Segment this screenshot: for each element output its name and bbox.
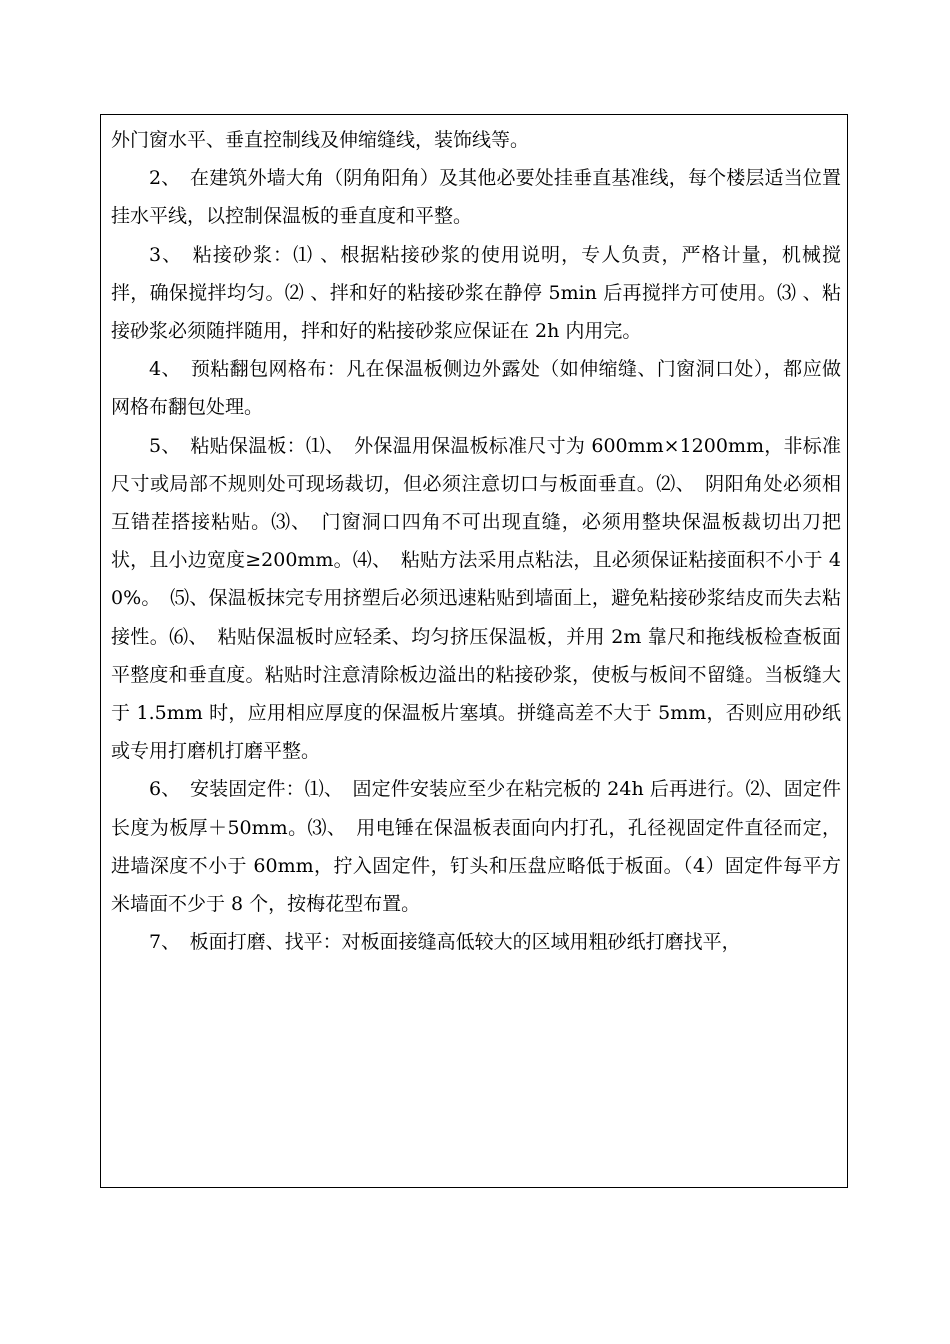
paragraph-item-7: 7、 板面打磨、找平：对板面接缝高低较大的区域用粗砂纸打磨找平， [149, 931, 741, 954]
paragraph-continuation: 外门窗水平、垂直控制线及伸缩缝线，装饰线等。 [111, 129, 530, 151]
paragraph-item-2: 2、 在建筑外墙大角（阴角阳角）及其他必要处挂垂直基准线，每个楼层适当位置挂水平线，以控制保温板的垂直度和平整。 [111, 167, 841, 228]
document-frame [100, 114, 848, 1188]
paragraph-item-5: 5、 粘贴保温板：⑴、 外保温用保温板标准尺寸为 600mm×1200mm，非标准尺寸或局部不规则处可现场裁切，但必须注意切口与板面垂直。⑵、 阴阳角处必须相互错茬搭接粘贴。⑶、 门窗洞口四角不可出现直缝，必须用整块保温板裁切出刀把状，且小边宽度≥200mm。⑷、 粘贴方法采用点粘法，且必须保证粘接面积不小于 40%。 ⑸、保温板抹完专用挤塑后必须迅速粘贴到墙面上，避免粘接砂浆结皮而失去粘接性。⑹、 粘贴保温板时应轻柔、均匀挤压保温板，并用 2m 靠尺和拖线板检查板面平整度和垂直度。粘贴时注意清除板边溢出的粘接砂浆，使板与板间不留缝。当板缝大于 1.5mm 时，应用相应厚度的保温板片塞填。拼缝高差不大于 5mm，否则应用砂纸或专用打磨机打磨平整。 [111, 434, 841, 763]
paragraph-item-3: 3、 粘接砂浆：⑴ 、根据粘接砂浆的使用说明，专人负责，严格计量，机械搅拌，确保搅拌均匀。⑵ 、拌和好的粘接砂浆在静停 5min 后再搅拌方可使用。⑶ 、粘接砂浆必须随拌随用，拌和好的粘接砂浆应保证在 2h 内用完。 [111, 243, 841, 343]
paragraph-item-4: 4、 预粘翻包网格布：凡在保温板侧边外露处（如伸缩缝、门窗洞口处），都应做网格布翻包处理。 [111, 358, 841, 419]
paragraph-item-6: 6、 安装固定件：⑴、 固定件安装应至少在粘完板的 24h 后再进行。⑵、固定件长度为板厚＋50mm。⑶、 用电锤在保温板表面向内打孔，孔径视固定件直径而定，进墙深度不小于 60mm，拧入固定件，钉头和压盘应略低于板面。（4）固定件每平方米墙面不少于 8 个，按梅花型布置。 [111, 778, 841, 916]
document-body [111, 121, 841, 961]
